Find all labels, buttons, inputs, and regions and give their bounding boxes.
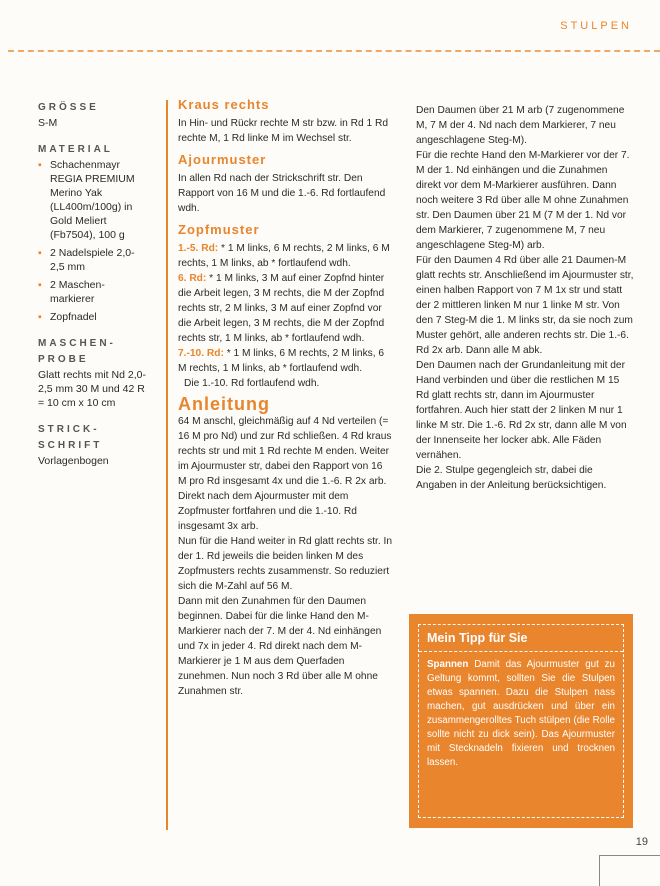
material-item: ▪ Schachenmayr REGIA PREMIUM Merino Yak (LL400m/100g) in Gold Meliert (Fb7504), 100 g	[38, 159, 135, 241]
zopf-row: 6. Rd: * 1 M links, 3 M auf einer Zopfnd hinter die Arbeit legen, 3 M rechts, die M der Zopfnd rechts str, 2 M links, 3 M auf einer Zopfnd vor die Arbeit legen, 3 M rechts, die M der Zopfnd rechts str, 1 M links, ab * fortlaufend wdh.	[178, 273, 385, 344]
body-paragraph: Den Daumen nach der Grundanleitung mit der Hand verbinden und über die restlichen M 15 Rd glatt rechts str, dann im Ajourmuster fortfahren. Auch hier statt der 2 linken M nur 1 linke M str. Die 1.-6. Rd 2x str, dann alle M von der Innenseite her locker abk. Alle Fäden vernähen.	[416, 360, 627, 461]
ajour-title: Ajourmuster	[178, 152, 267, 167]
kraus-text: In Hin- und Rückr rechte M str bzw. in Rd 1 Rd rechte M, 1 Rd linke M im Wechsel str.	[178, 118, 389, 144]
gauge-label: MASCHEN- PROBE	[38, 338, 116, 365]
material-item: ▪ 2 Maschen-markierer	[38, 279, 105, 305]
material-item: ▪ Zopfnadel	[38, 311, 97, 323]
zopf-title: Zopfmuster	[178, 222, 260, 237]
zopf-row: 1.-5. Rd: * 1 M links, 6 M rechts, 2 M links, 6 M rechts, 1 M links, ab * fortlaufend wdh.	[178, 243, 390, 269]
tip-body	[419, 652, 623, 776]
anleitung-paragraph: Dann mit den Zunahmen für den Daumen beginnen. Dabei für die linke Hand den M-Markierer nach der 7. M der 4. Nd einhängen und 7x in jeder 4. Rd direkt nach dem M-Markierer je 1 M aus dem Querfaden zunehmen. Nun noch 3 Rd über alle M ohne Zunahmen str.	[178, 596, 382, 697]
body-paragraph: Für die rechte Hand den M-Markierer vor der 7. M der 1. Nd einhängen und die Zunahmen direkt vor dem M-Markierer ausführen. Dann noch weitere 3 Rd über alle M ohne Zunahmen str. Den Daumen über 21 M (7 M der 1. Nd vor dem Markierer, 7 zugenommene M, 7 neu angeschlagene Steg-M) arb.	[416, 150, 630, 251]
anleitung-paragraph: Nun für die Hand weiter in Rd glatt rechts str. In der 1. Rd jeweils die beiden linken M des Zopfmusters rechts zusammenstr. So reduziert sich die M-Zahl auf 56 M.	[178, 536, 393, 592]
zopf-row: 7.-10. Rd: * 1 M links, 6 M rechts, 2 M links, 6 M rechts, 1 M links, ab * fortlaufend wdh.	[178, 348, 385, 374]
page-number: 19	[635, 836, 648, 848]
size-value: S-M	[38, 117, 58, 129]
bullet-icon: ▪	[38, 159, 42, 171]
header-divider	[8, 50, 660, 52]
material-item: ▪ 2 Nadelspiele 2,0-2,5 mm	[38, 247, 135, 273]
tip-title: Mein Tipp für Sie	[419, 625, 623, 652]
tip-text: Damit das Ajourmuster gut zu Geltung kommt, sollten Sie die Stulpen etwas spannen. Dazu die Stulpen nass machen, gut ausdrücken und über ein zusammengerolltes Tuch stülpen (die Rolle sollte nicht zu dick sein). Das Ajourmuster mit Stecknadeln fixieren und trocknen lassen.	[427, 659, 615, 768]
material-list	[38, 158, 146, 324]
chart-text: Vorlagenbogen	[38, 455, 109, 467]
body-paragraph: Die 2. Stulpe gegengleich str, dabei die Angaben in der Anleitung berücksichtigen.	[416, 465, 607, 491]
gauge-text: Glatt rechts mit Nd 2,0-2,5 mm 30 M und 42 R = 10 cm x 10 cm	[38, 369, 146, 409]
anleitung-paragraph: 64 M anschl, gleichmäßig auf 4 Nd verteilen (= 16 M pro Nd) und zur Rd schließen. 4 Rd kraus rechts str und mit 1 Rd rechte M enden. Weiter im Ajourmuster str, dabei den Rapport von 16 M pro Rd insgesamt 4x und die 1.-6. R 2x arb. Direkt nach dem Ajourmuster mit dem Zopfmuster fortfahren und die 1.-10. Rd insgesamt 3x arb.	[178, 416, 392, 532]
material-label: MATERIAL	[38, 144, 113, 155]
body-paragraph: Für den Daumen 4 Rd über alle 21 Daumen-M glatt rechts str. Anschließend im Ajourmuster str, einen halben Rapport von 7 M 1x str und statt der 2 mittleren linken M nur 1 linke M str. Von den 7 Steg-M die 1. M links str, da sie noch zum Muster gehört, alle anderen rechts str. Die 1.-6. Rd 2x arb. Dann alle M abk.	[416, 255, 634, 356]
sidebar	[38, 100, 146, 480]
bullet-icon: ▪	[38, 311, 42, 323]
anleitung-title: Anleitung	[178, 394, 270, 414]
kraus-title: Kraus rechts	[178, 97, 270, 112]
instructions-column-2	[416, 103, 634, 493]
bullet-icon: ▪	[38, 279, 42, 291]
section-label: STULPEN	[560, 20, 632, 32]
bullet-icon: ▪	[38, 247, 42, 259]
column-divider	[166, 100, 168, 830]
chart-label: STRICK- SCHRIFT	[38, 424, 103, 451]
ajour-text: In allen Rd nach der Strickschrift str. Den Rapport von 16 M und die 1.-6. Rd fortlaufend wdh.	[178, 173, 386, 214]
tip-box	[409, 614, 633, 828]
zopf-end: Die 1.-10. Rd fortlaufend wdh.	[184, 378, 320, 389]
tip-frame	[418, 624, 624, 818]
size-label: GRÖSSE	[38, 102, 99, 113]
tip-lead: Spannen	[427, 659, 469, 670]
body-paragraph: Den Daumen über 21 M arb (7 zugenommene M, 7 M der 4. Nd nach dem Markierer, 7 neu angeschlagene Steg-M).	[416, 105, 625, 146]
page-corner	[599, 855, 660, 886]
instructions-column-1	[178, 97, 393, 699]
